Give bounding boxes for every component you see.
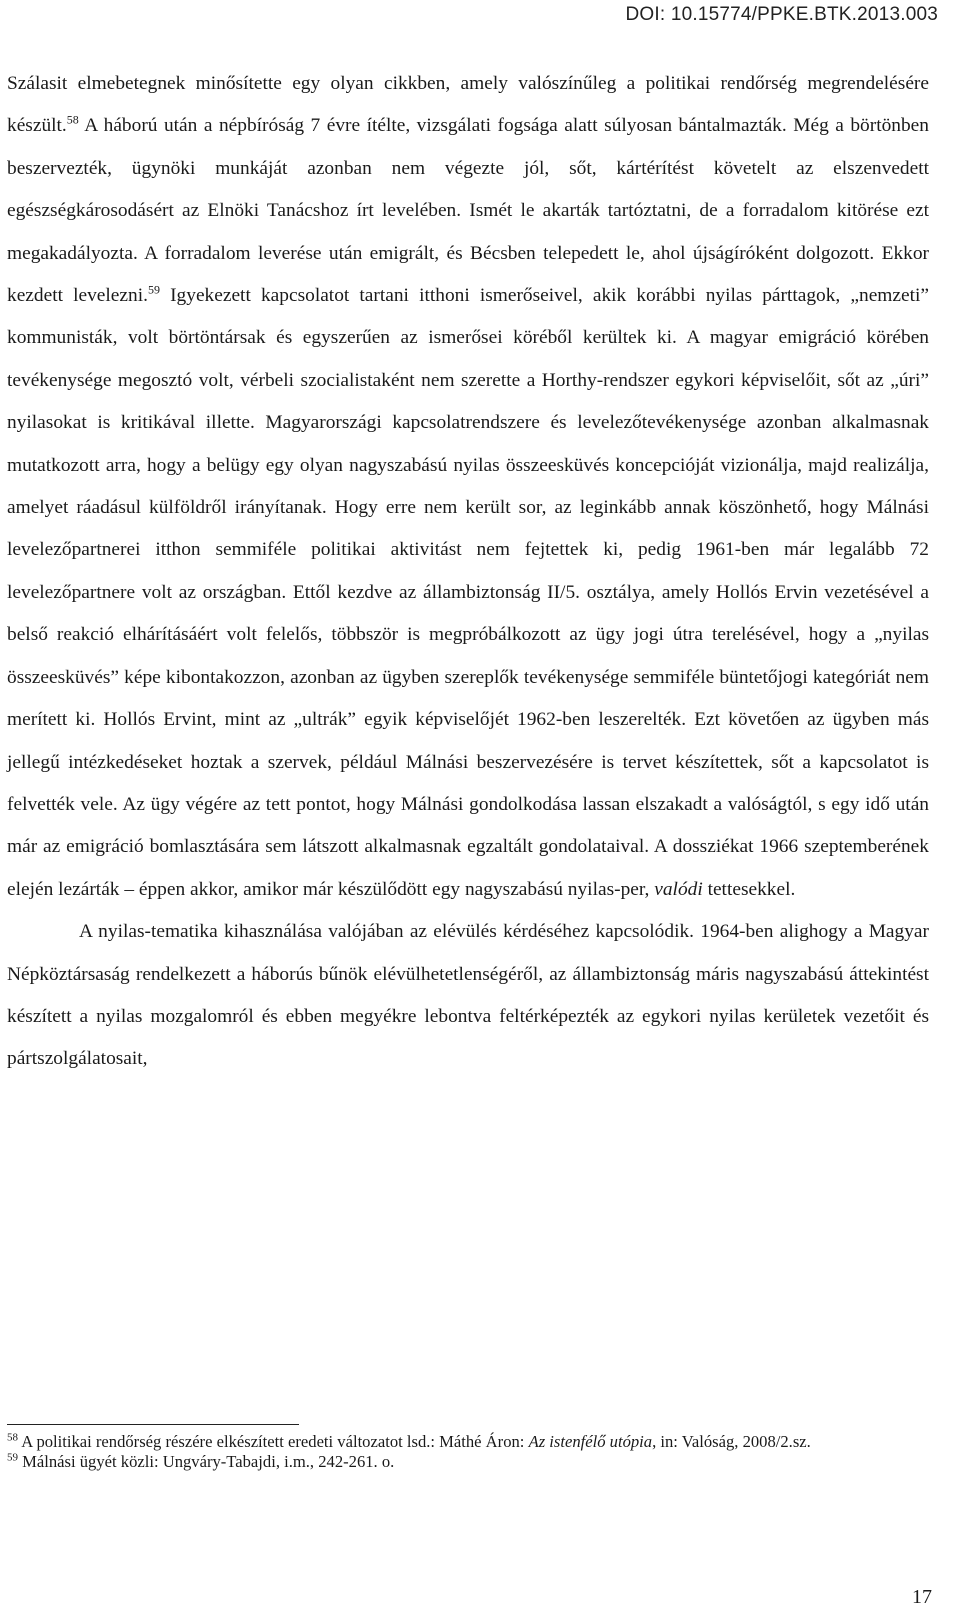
italic-text: Az istenfélő utópia [528, 1432, 653, 1451]
footnote-ref: 59 [147, 282, 160, 297]
text-run: A politikai rendőrség részére elkészített eredeti változatot lsd.: Máthé Áron: [18, 1432, 529, 1451]
text-run: A nyilas-tematika kihasználása valójában az elévülés kérdéséhez kapcsolódik. 1964-ben alighogy a Magyar Népköztársaság rendelkezett a háborús bűnök elévülhetetlenségéről, az állambiztonság máris nagyszabású áttekintést készített a nyilas mozgalomról és ebben megyékre lebontva feltérképezték az egykori nyilas kerületek vezetőit és pártszolgálatosait, [7, 921, 929, 1070]
footnotes [7, 1432, 929, 1472]
footnote-59 [7, 1452, 929, 1472]
body-text [7, 63, 929, 1081]
paragraph [7, 911, 929, 1081]
text-run: Málnási ügyét közli: Ungváry-Tabajdi, i.m., 242-261. o. [18, 1452, 395, 1471]
footnote-divider [7, 1424, 299, 1425]
page-number: 17 [912, 1586, 932, 1608]
doi-header: DOI: 10.15774/PPKE.BTK.2013.003 [625, 4, 938, 25]
footnote-ref: 58 [7, 1431, 18, 1444]
text-run: , in: Valóság, 2008/2.sz. [652, 1432, 811, 1451]
footnote-ref: 59 [7, 1451, 18, 1464]
paragraph [7, 63, 929, 911]
text-run: A háború után a népbíróság 7 évre ítélte, vizsgálati fogsága alatt súlyosan bántalmazták. Még a börtönben beszervezték, ügynöki munkáját azonban nem végezte jól, sőt, kártérítést követelt az elszenvedett egészségkárosodásért az Elnöki Tanácshoz írt levelében. Ismét le akarták tartóztatni, de a forradalom kitörése ezt megakadályozta. A forradalom leverése után emigrált, és Bécsben telepedett le, ahol újságíróként dolgozott. Ekkor kezdett levelezni. [7, 115, 929, 307]
text-run: tettesekkel. [702, 878, 796, 900]
text-run: Szálasit elmebetegnek minősítette egy olyan cikkben, amely valószínűleg a politikai rendőrség megrendelésére készült. [7, 73, 929, 137]
italic-text: valódi [654, 878, 703, 900]
text-run: Igyekezett kapcsolatot tartani itthoni ismerőseivel, akik korábbi nyilas párttagok, „nemzeti” kommunisták, volt börtöntársak és egyszerűen az ismerősei köréből kerültek ki. A magyar emigráció körében tevékenysége megosztó volt, vérbeli szocialistaként nem szerette a Horthy-rendszer egykori képviselőit, sőt az „úri” nyilasokat is kritikával illette. Magyarországi kapcsolatrendszere és levelezőtevékenysége azonban alkalmasnak mutatkozott arra, hogy a belügy egy olyan nagyszabású nyilas összeesküvés koncepcióját vizionálja, majd realizálja, amelyet ráadásul külföldről irányítanak. Hogy erre nem került sor, az leginkább annak köszönhető, hogy Málnási levelezőpartnerei itthon semmiféle politikai aktivitást nem fejtettek ki, pedig 1961-ben már legalább 72 levelezőpartnere volt az országban. Ettől kezdve az állambiztonság II/5. osztálya, amely Hollós Ervin vezetésével a belső reakció elhárításáért volt felelős, többször is megpróbálkozott az ügy jogi útra terelésével, hogy a „nyilas összeesküvés” képe kibontakozzon, azonban az ügyben szereplők tevékenysége semmiféle büntetőjogi kategóriát nem merített ki. Hollós Ervint, mint az „ultrák” egyik képviselőjét 1962-ben leszerelték. Ezt követően az ügyben más jellegű intézkedéseket hoztak a szervek, például Málnási beszervezésére is tervet készítettek, sőt a kapcsolatot is felvették vele. Az ügy végére az tett pontot, hogy Málnási gondolkodása lassan elszakadt a valóságtól, s egy idő után már az emigráció bomlasztására sem látszott alkalmasnak egzaltált gondolataival. A dossziékat 1966 szeptemberének elején lezárták – éppen akkor, amikor már készülődött egy nagyszabású nyilas-per, [7, 285, 929, 900]
footnote-ref: 58 [66, 112, 79, 127]
footnote-58 [7, 1432, 929, 1452]
